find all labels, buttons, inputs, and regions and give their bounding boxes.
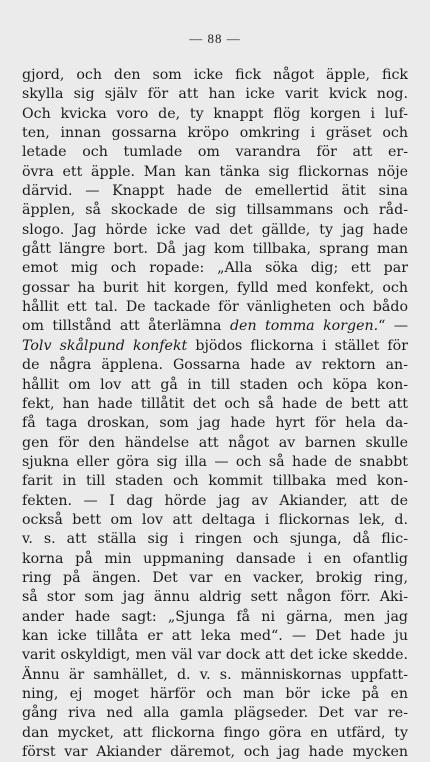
line-text: om tillstånd att återlämna [22,318,230,335]
text-line [22,414,408,433]
line-text: gjord, och den som icke fick något äpple, fick [22,67,408,83]
line-text: letade och tumlade om varandra för att er- [22,144,408,161]
line-text: skylla sig själv för att han icke varit kvick nog. [22,86,408,103]
text-line [22,240,408,259]
line-text: ning, ej moget härför och man bör icke på en [22,686,408,702]
line-text: Ännu är samhället, d. v. s. människornas uppfatt- [22,666,408,683]
text-line [22,511,408,530]
line-text: hållit ett tal. De tackade för vänligheten och bådo [22,299,408,316]
line-text: också bett om lov att deltaga i flickornas lek, d. [22,511,408,528]
line-text: bjödos flickorna i stället för [187,337,408,354]
line-text: gått längre bort. Då jag kom tillbaka, sprang man [22,241,408,258]
text-line [22,685,408,704]
line-text: “ — [378,318,408,335]
text-line [22,163,408,182]
line-text: sjukna eller göra sig illa — och så hade de snabbt [22,453,408,470]
text-line [22,182,408,201]
text-line [22,550,408,569]
line-text: gång riva ned alla gamla plägseder. Det var re- [22,705,408,722]
line-text: ring på ängen. Det var en vacker, brokig ring, [22,569,408,586]
line-text: fekten. — I dag hörde jag av Akiander, att de [22,492,408,509]
line-text: slogo. Jag hörde icke vad det gällde, ty jag hade [22,221,408,238]
line-text: gen för den händelse att något av barnen skulle [22,434,408,451]
line-text: korna på min uppmaning dansade i en ofantlig [22,550,408,567]
line-text: emot mig och ropade: „Alla söka dig; ett par [22,260,408,277]
text-line [22,434,408,453]
italic-text: den tomma korgen. [229,318,379,335]
text-line [22,666,408,685]
text-line [22,395,408,414]
text-line [22,743,408,762]
text-line [22,608,408,627]
text-line [22,376,408,395]
line-text: fekt, han hade tillåtit det och så hade de bett att [22,395,408,412]
line-text: därvid. — Knappt hade de emellertid ätit sina [22,183,408,200]
text-line [22,279,408,298]
line-text: ten, innan gossarna kröpo omkring i gräset och [22,125,408,142]
line-text: äpplen, så skockade de sig tillsammans och råd- [22,202,408,219]
text-line [22,492,408,511]
line-text: ander hade sagt: „Sjunga få ni gärna, men jag [22,608,408,625]
line-text: Och kvicka voro de, ty knappt flög korgen i luf- [22,105,408,122]
line-text: först var Akiander däremot, och jag hade mycken [22,744,408,761]
text-line [22,646,408,665]
line-text: v. s. att ställa sig i ringen och sjunga, då flic- [22,531,408,548]
line-text: de några äpplena. Gossarna hade av rektorn an- [22,357,408,374]
line-text: hållit om lov att gå in till staden och köpa kon- [22,376,408,393]
text-line [22,530,408,549]
text-line [22,143,408,162]
text-line [22,472,408,491]
line-text: övra ett äpple. Man kan tänka sig flickornas nöje [22,163,408,180]
text-line [22,124,408,143]
text-line [22,259,408,278]
italic-text: Tolv skålpund konfekt [22,337,188,354]
line-text: kan icke tillåta er att leka med“. — Det hade ju [22,627,408,644]
page-number: — 88 — [189,31,241,46]
text-line [22,66,408,85]
line-text: varit oskyldigt, men väl var dock att det icke skedde. [22,647,408,664]
text-line [22,453,408,472]
text-line [22,569,408,588]
text-line [22,105,408,124]
text-line [22,704,408,723]
body-text [22,66,408,762]
text-line [22,298,408,317]
text-line [22,356,408,375]
text-line [22,337,408,356]
text-line [22,85,408,104]
text-line [22,221,408,240]
text-line [22,588,408,607]
line-text: så stor som jag ännu aldrig sett någon förr. Aki- [22,589,408,606]
text-line [22,627,408,646]
text-line [22,724,408,743]
text-line [22,201,408,220]
line-text: få taga droskan, som jag hade hyrt för hela da- [22,415,408,432]
text-line [22,317,408,336]
line-text: farit in till staden och kommit tillbaka med kon- [22,473,408,490]
line-text: gossar ha burit hit korgen, fylld med konfekt, och [22,279,408,296]
line-text: dan mycket, att flickorna fingo göra en utfärd, ty [22,724,408,741]
